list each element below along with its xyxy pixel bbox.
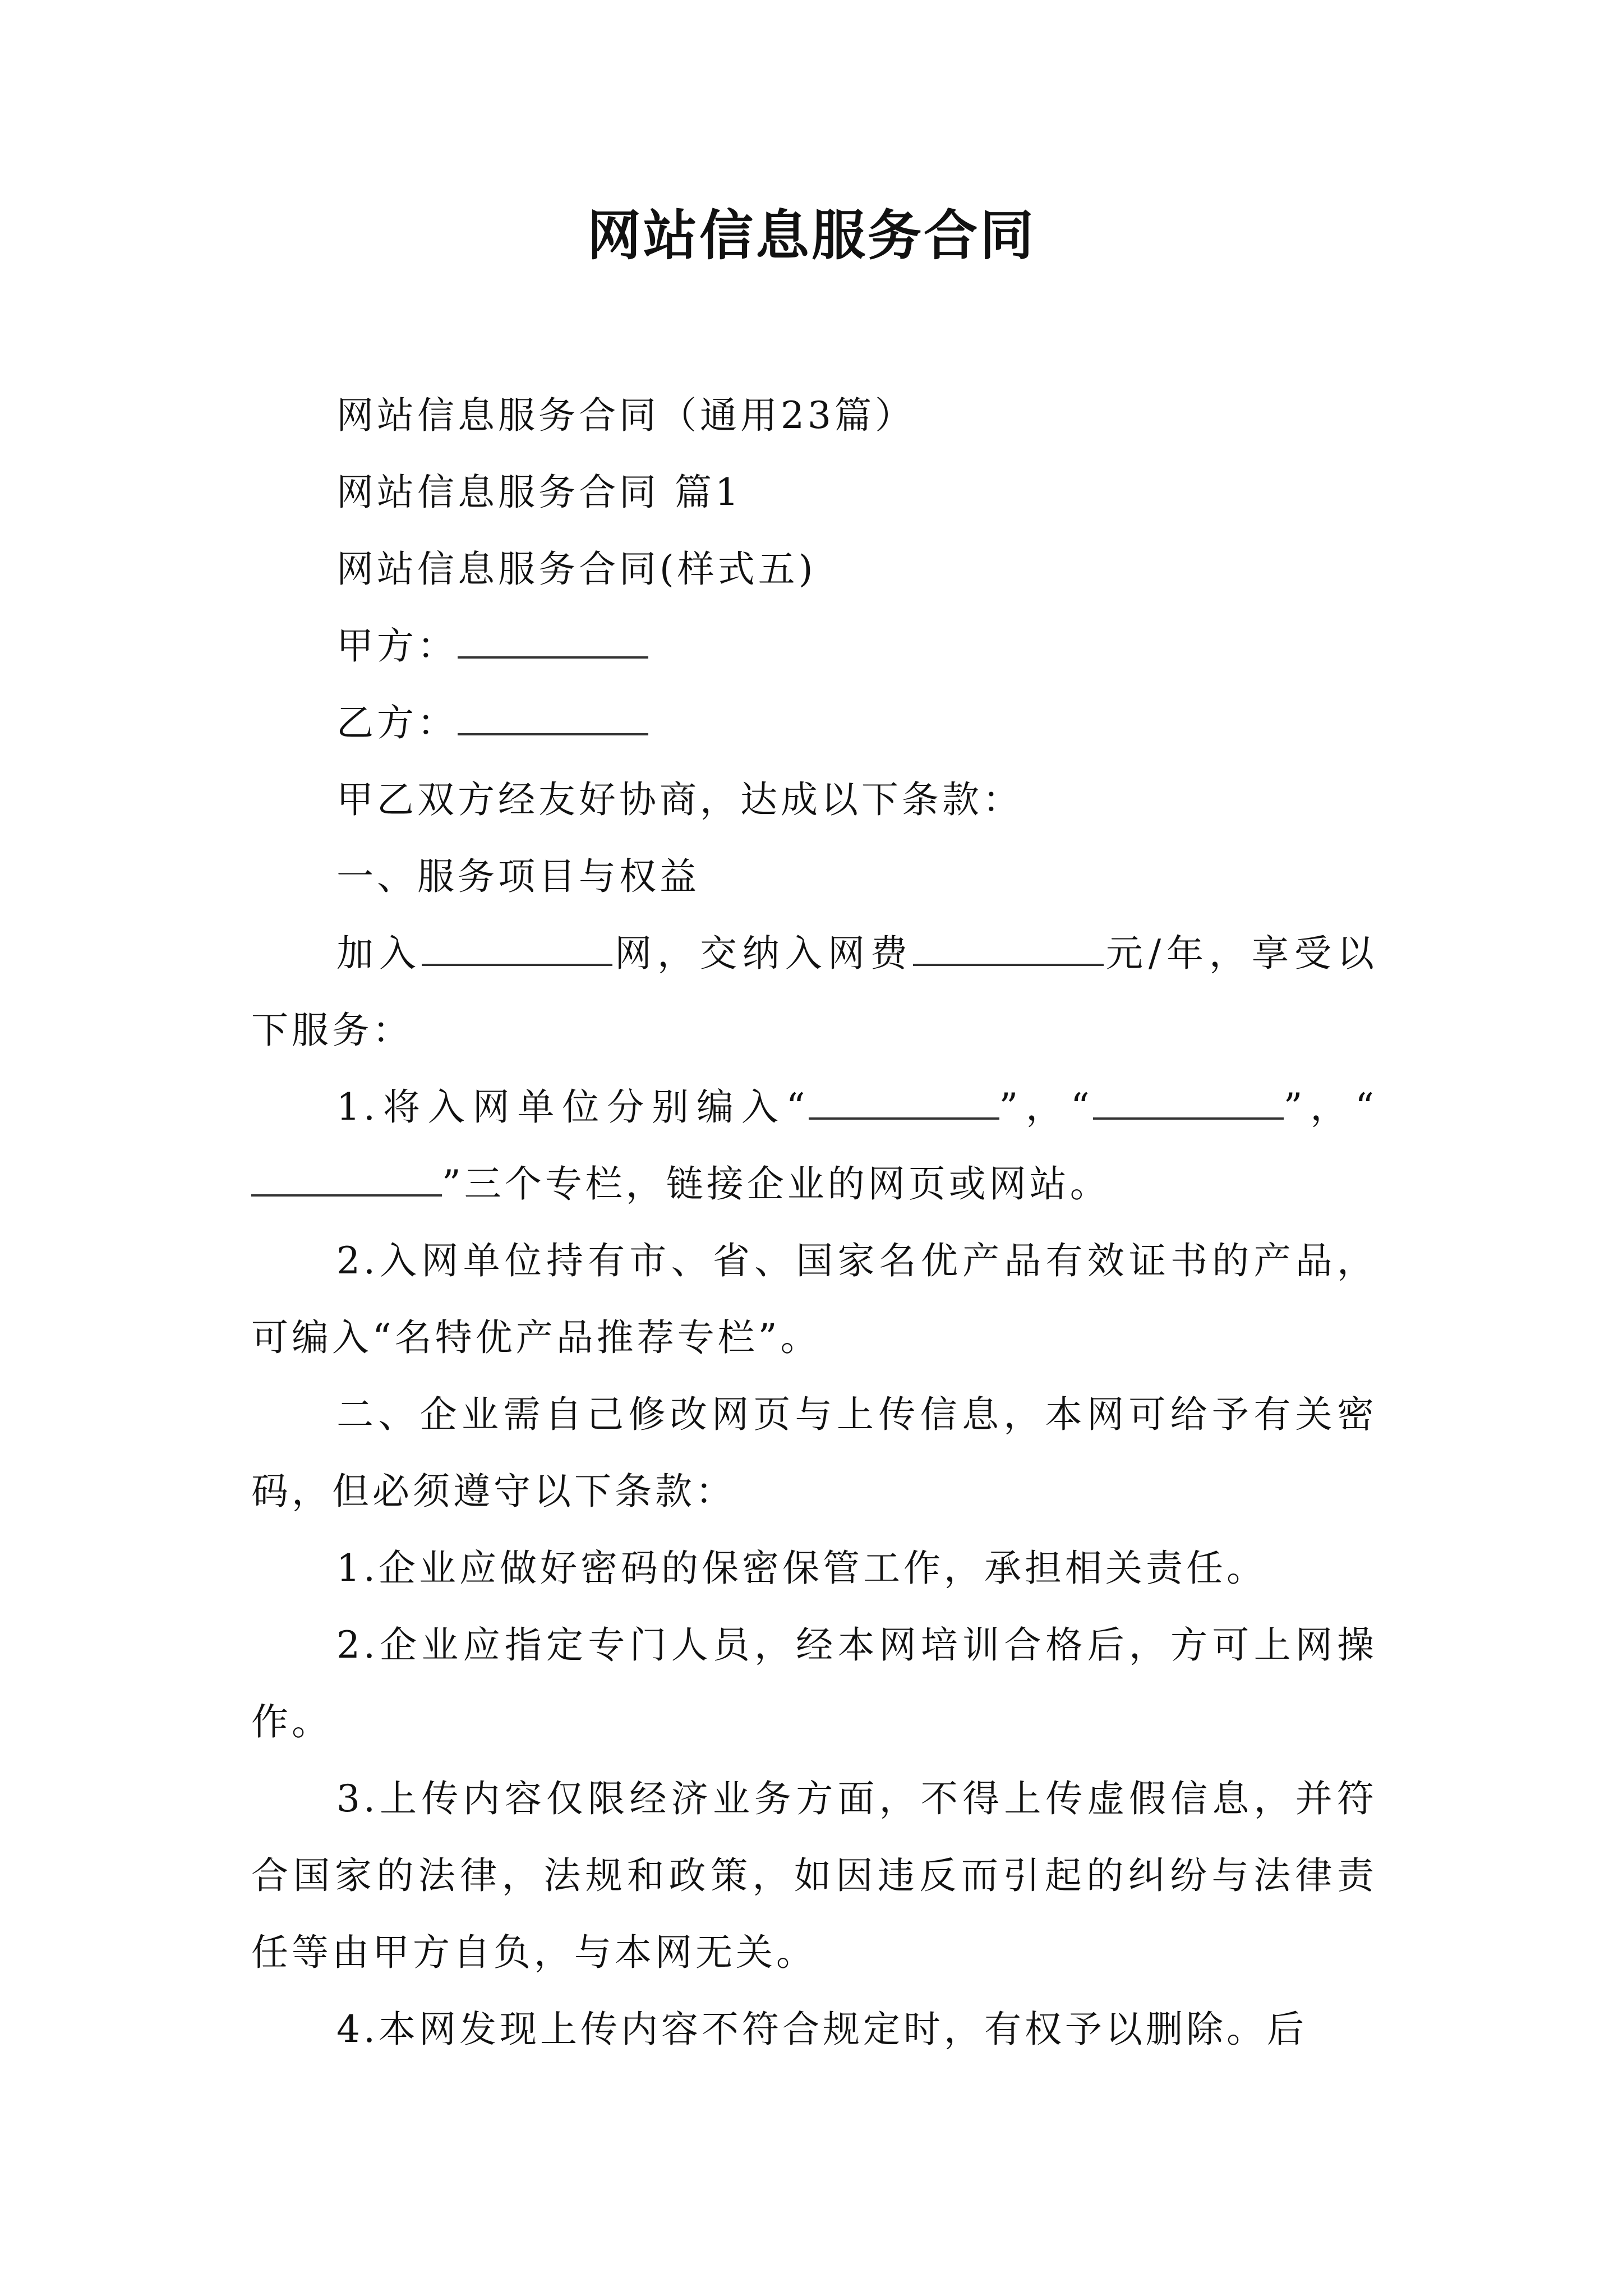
document-title: 网站信息服务合同 xyxy=(587,204,1036,267)
item1-text-a: 1.将入网单位分别编入“ xyxy=(336,1085,809,1129)
paragraph-rule-3: 3.上传内容仅限经济业务方面，不得上传虚假信息，并符合国家的法律，法规和政策，如因违反而引起的纠纷与法律责任等由甲方自负，与本网无关。 xyxy=(251,1777,1377,1974)
paragraph-rule-1: 1.企业应做好密码的保密保管工作，承担相关责任。 xyxy=(336,1547,1267,1590)
column-1-blank xyxy=(809,1085,999,1120)
paragraph-section-heading: 网站信息服务合同 篇1 xyxy=(336,471,742,514)
section-two-heading: 二、企业需自己修改网页与上传信息，本网可给予有关密码，但必须遵守以下条款： xyxy=(251,1393,1377,1513)
paragraph-item-1 xyxy=(251,1069,1377,1222)
paragraph-join-fee xyxy=(251,915,1377,1069)
item1-text-c: ”，“ xyxy=(1283,1085,1378,1129)
party-a-label: 甲方： xyxy=(336,624,458,668)
section-one-heading: 一、服务项目与权益 xyxy=(336,855,700,898)
party-b-label: 乙方： xyxy=(336,701,458,744)
party-a-blank xyxy=(458,624,648,659)
network-name-blank xyxy=(422,931,612,966)
item1-text-b: ”，“ xyxy=(999,1085,1093,1129)
paragraph-item-2: 2.入网单位持有市、省、国家名优产品有效证书的产品，可编入“名特优产品推荐专栏”。 xyxy=(251,1239,1377,1359)
party-b-blank xyxy=(458,701,648,735)
column-3-blank xyxy=(251,1162,442,1197)
join-text-c: 元/年，享受以下服务： xyxy=(251,932,1378,1052)
join-text-a: 加入 xyxy=(336,932,422,975)
party-b-line xyxy=(251,684,1377,761)
paragraph-subtitle: 网站信息服务合同（通用23篇） xyxy=(336,394,915,437)
paragraph-rule-2: 2.企业应指定专门人员，经本网培训合格后，方可上网操作。 xyxy=(251,1623,1377,1743)
fee-amount-blank xyxy=(913,931,1104,966)
item1-text-d: ”三个专栏，链接企业的网页或网站。 xyxy=(442,1162,1110,1205)
document-body xyxy=(251,377,1377,2068)
column-2-blank xyxy=(1093,1085,1284,1120)
party-a-line xyxy=(251,608,1377,684)
paragraph-style-note: 网站信息服务合同(样式五) xyxy=(336,547,817,591)
paragraph-rule-4: 4.本网发现上传内容不符合规定时，有权予以删除。后 xyxy=(336,2008,1307,2051)
paragraph-agreement-intro: 甲乙双方经友好协商，达成以下条款： xyxy=(336,778,1023,821)
join-text-b: 网，交纳入网费 xyxy=(612,932,913,975)
